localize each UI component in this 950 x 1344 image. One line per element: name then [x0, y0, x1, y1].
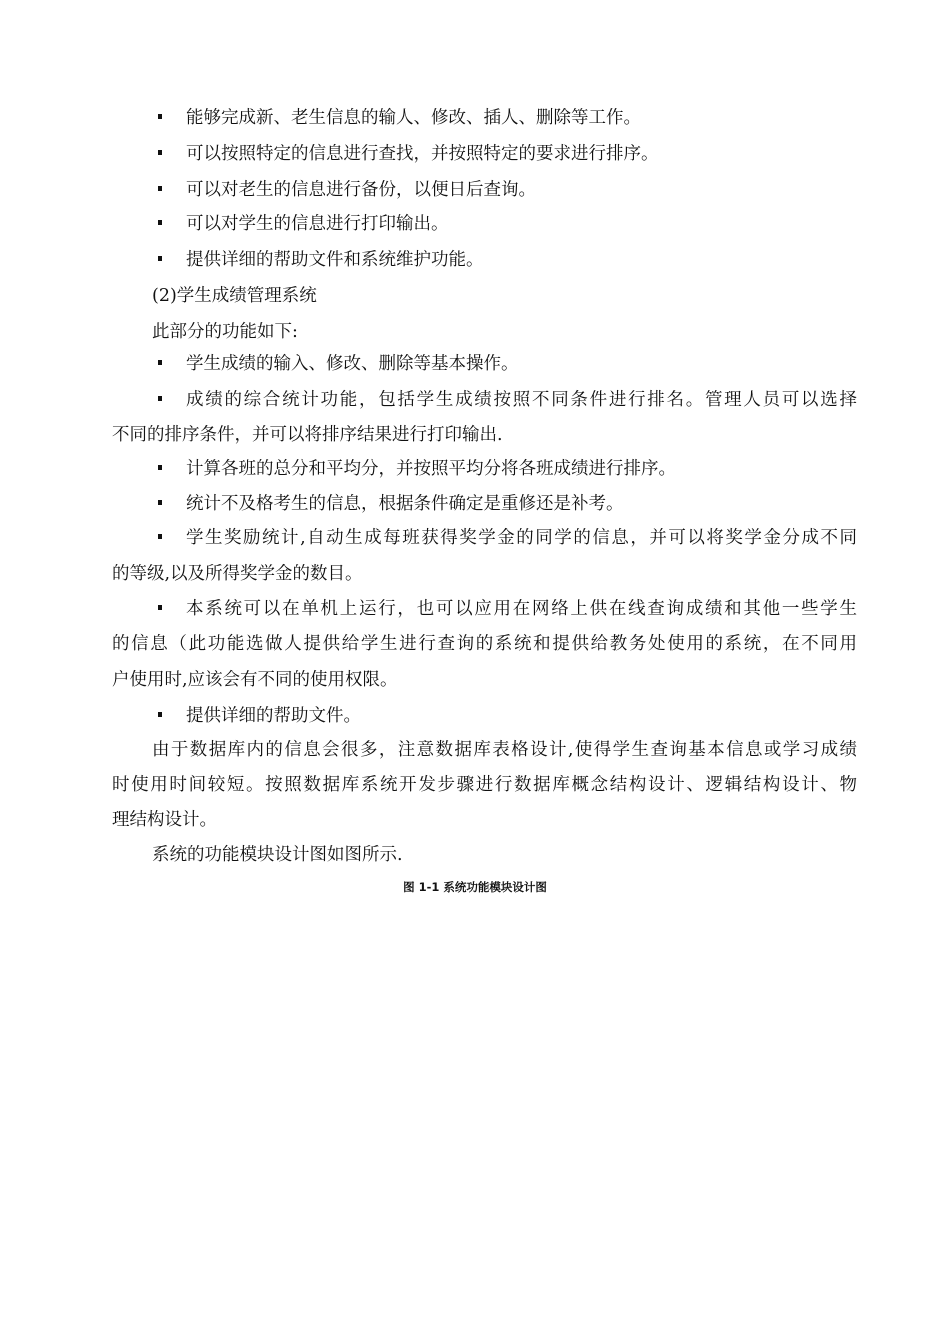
list-item-continuation: 的信息（此功能选做人提供给学生进行查询的系统和提供给教务处使用的系统，在不同用	[112, 634, 857, 654]
bullet-icon	[158, 712, 162, 717]
list-item: 可以按照特定的信息进行查找，并按照特定的要求进行排序。	[186, 144, 659, 164]
body-paragraph-continuation: 理结构设计。	[112, 810, 217, 830]
section-intro: 此部分的功能如下:	[152, 322, 298, 342]
bullet-icon	[158, 500, 162, 505]
bullet-icon	[158, 114, 162, 119]
list-item: 成绩的综合统计功能，包括学生成绩按照不同条件进行排名。管理人员可以选择	[186, 390, 857, 410]
list-item: 可以对老生的信息进行备份，以便日后查询。	[186, 180, 536, 200]
bullet-icon	[158, 465, 162, 470]
list-item-continuation: 的等级,以及所得奖学金的数目。	[112, 564, 363, 584]
list-item: 统计不及格考生的信息，根据条件确定是重修还是补考。	[186, 494, 624, 514]
bullet-icon	[158, 396, 162, 401]
body-paragraph-continuation: 时使用时间较短。按照数据库系统开发步骤进行数据库概念结构设计、逻辑结构设计、物	[112, 775, 857, 795]
body-paragraph: 由于数据库内的信息会很多，注意数据库表格设计,使得学生查询基本信息或学习成绩	[152, 740, 857, 760]
list-item: 计算各班的总分和平均分，并按照平均分将各班成绩进行排序。	[186, 459, 676, 479]
closing-sentence: 系统的功能模块设计图如图所示.	[152, 845, 403, 865]
list-item: 提供详细的帮助文件。	[186, 706, 361, 726]
bullet-icon	[158, 220, 162, 225]
list-item-continuation: 不同的排序条件，并可以将排序结果进行打印输出.	[112, 425, 503, 445]
list-item: 能够完成新、老生信息的输人、修改、插人、删除等工作。	[186, 108, 641, 128]
list-item: 提供详细的帮助文件和系统维护功能。	[186, 250, 484, 270]
section-heading: (2)学生成绩管理系统	[152, 286, 317, 306]
list-item: 可以对学生的信息进行打印输出。	[186, 214, 449, 234]
list-item: 学生奖励统计,自动生成每班获得奖学金的同学的信息，并可以将奖学金分成不同	[186, 528, 857, 548]
list-item-continuation: 户使用时,应该会有不同的使用权限。	[112, 670, 398, 690]
list-item: 本系统可以在单机上运行，也可以应用在网络上供在线查询成绩和其他一些学生	[186, 599, 857, 619]
bullet-icon	[158, 256, 162, 261]
list-item: 学生成绩的输入、修改、删除等基本操作。	[186, 354, 519, 374]
bullet-icon	[158, 150, 162, 155]
bullet-icon	[158, 605, 162, 610]
bullet-icon	[158, 186, 162, 191]
bullet-icon	[158, 360, 162, 365]
bullet-icon	[158, 534, 162, 539]
figure-caption: 图 1-1 系统功能模块设计图	[403, 880, 547, 894]
